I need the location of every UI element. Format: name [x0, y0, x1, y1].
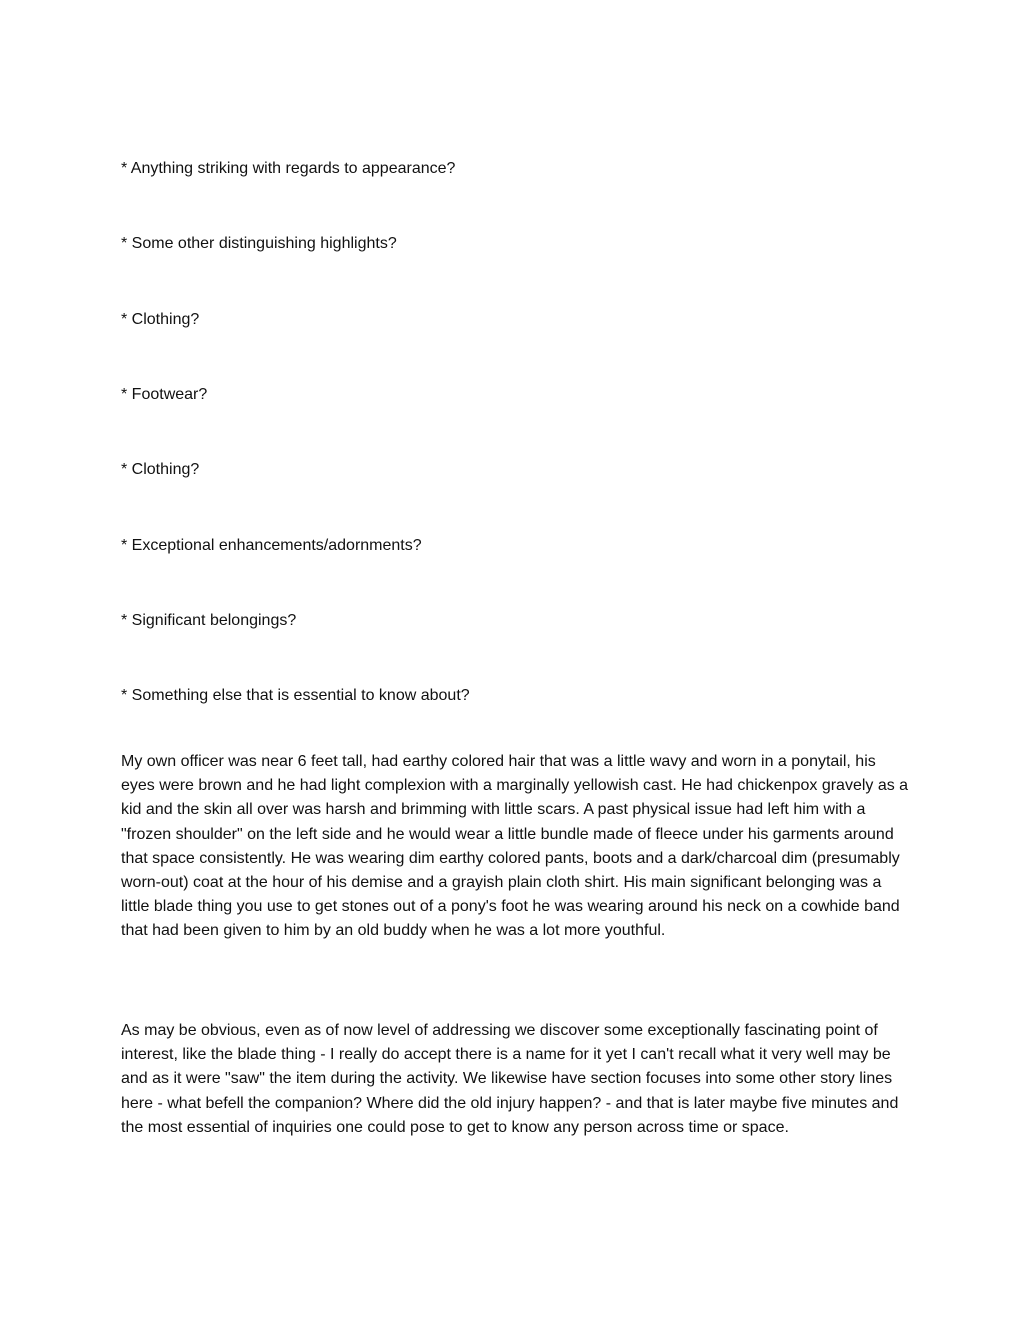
question-something-else: * Something else that is essential to know about?	[121, 687, 470, 704]
question-appearance: * Anything striking with regards to appearance?	[121, 160, 456, 177]
officer-description-paragraph: My own officer was near 6 feet tall, had earthy colored hair that was a little wavy and worn in a ponytail, his eyes were brown and he had light complexion with a marginally yellowish cast. He had chickenpox gravely as a kid and the skin all over was harsh and brimming with little scars. A past physical issue had left him with a "frozen shoulder" on the left side and he would wear a little bundle made of fleece under his garments around that space consistently. He was wearing dim earthy colored pants, boots and a dark/charcoal dim (presumably worn-out) coat at the hour of his demise and a grayish plain cloth shirt. His main significant belonging was a little blade thing you use to get stones out of a pony's foot he was wearing around his neck on a cowhide band that had been given to him by an old buddy when he was a lot more youthful.	[121, 753, 909, 940]
question-footwear: * Footwear?	[121, 386, 208, 403]
question-belongings: * Significant belongings?	[121, 612, 297, 629]
commentary-paragraph: As may be obvious, even as of now level of addressing we discover some exceptionally fascinating point of interest, like the blade thing - I really do accept there is a name for it yet I can't recall what it very well may be and as it were "saw" the item during the activity. We likewise have section focuses into some other story lines here - what befell the companion? Where did the old injury happen? - and that is later maybe five minutes and the most essential of inquiries one could pose to get to know any person across time or space.	[121, 1022, 899, 1136]
question-clothing-repeat: * Clothing?	[121, 461, 200, 478]
question-clothing: * Clothing?	[121, 311, 200, 328]
question-distinguishing-highlights: * Some other distinguishing highlights?	[121, 235, 397, 252]
question-enhancements: * Exceptional enhancements/adornments?	[121, 537, 422, 554]
